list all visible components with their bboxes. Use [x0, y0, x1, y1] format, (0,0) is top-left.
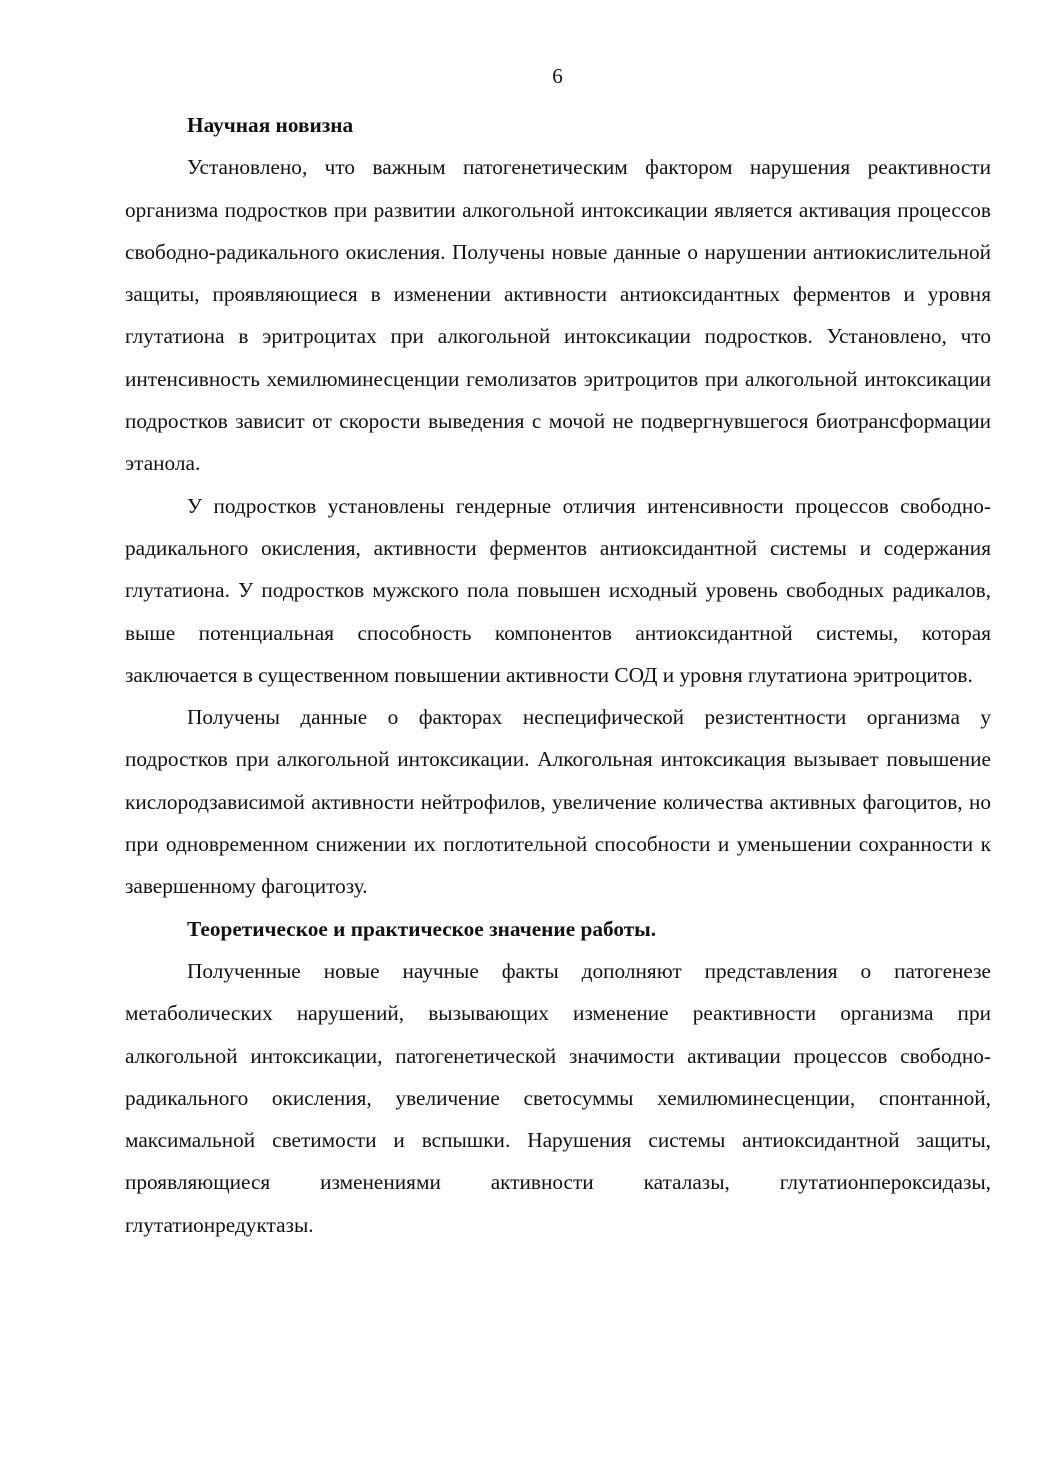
- page-content: [125, 104, 991, 1246]
- section-heading-practical-significance: Теоретическое и практическое значение работы.: [187, 916, 657, 941]
- section-heading-scientific-novelty: Научная новизна: [187, 113, 354, 137]
- novelty-paragraph-1: Установлено, что важным патогенетическим фактором нарушения реактивности организма подростков при развитии алкогольной интоксикации является активация процессов свободно-радикального окисления. Получены новые данные о нарушении антиокислительной защиты, проявляющиеся в изменении активности антиоксидантных ферментов и уровня глутатиона в эритроцитах при алкогольной интоксикации подростков. Установлено, что интенсивность хемилюминесценции гемолизатов эритроцитов при алкогольной интоксикации подростков зависит от скорости выведения с мочой не подвергнувшегося биотрансформации этанола.: [125, 155, 991, 476]
- novelty-paragraph-3: Получены данные о факторах неспецифической резистентности организма у подростков при алкогольной интоксикации. Алкогольная интоксикация вызывает повышение кислородзависимой активности нейтрофилов, увеличение количества активных фагоцитов, но при одновременном снижении их поглотительной способности и уменьшении сохранности к завершенному фагоцитозу.: [125, 705, 991, 899]
- significance-paragraph-1: Полученные новые научные факты дополняют представления о патогенезе метаболических нарушений, вызывающих изменение реактивности организма при алкогольной интоксикации, патогенетической значимости активации процессов свободно-радикального окисления, увеличение светосуммы хемилюминесценции, спонтанной, максимальной светимости и вспышки. Нарушения системы антиоксидантной защиты, проявляющиеся изменениями активности каталазы, глутатионпероксидазы, глутатионредуктазы.: [125, 958, 991, 1237]
- page-number: 6: [552, 64, 563, 88]
- novelty-paragraph-2: У подростков установлены гендерные отличия интенсивности процессов свободно-радикального окисления, активности ферментов антиоксидантной системы и содержания глутатиона. У подростков мужского пола повышен исходный уровень свободных радикалов, выше потенциальная способность компонентов антиоксидантной системы, которая заключается в существенном повышении активности СОД и уровня глутатиона эритроцитов.: [125, 493, 991, 687]
